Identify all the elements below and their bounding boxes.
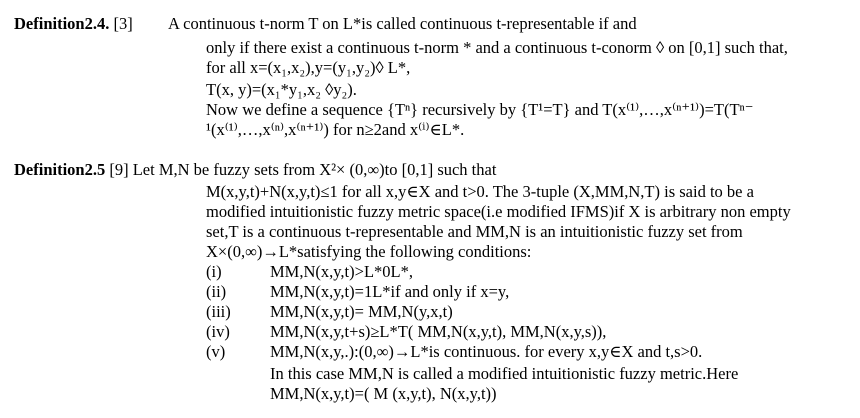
condition-i-number: (i) <box>206 262 222 281</box>
condition-iv-text: MM,N(x,y,t+s)≥L*T( MM,N(x,y,t), MM,N(x,y,s)), <box>270 322 607 341</box>
definition-2-4-heading: Definition2.4. <box>14 14 110 33</box>
condition-iii-number: (iii) <box>206 302 231 321</box>
definition-2-5-heading-line <box>14 160 496 180</box>
definition-2-4-line-5: Now we define a sequence {Tⁿ} recursively by {T¹=T} and T(x⁽¹⁾,…,x⁽ⁿ⁺¹⁾)=T(Tⁿ⁻ <box>206 100 754 119</box>
definition-2-5-closing-1: In this case MM,N is called a modified intuitionistic fuzzy metric.Here <box>270 364 739 383</box>
definition-2-4-line-2: only if there exist a continuous t-norm * and a continuous t-conorm ◊ on [0,1] such that, <box>206 38 788 57</box>
definition-2-4-citation: [3] <box>109 14 133 33</box>
definition-2-5-intro: [9] Let M,N be fuzzy sets from X²× (0,∞)to [0,1] such that <box>105 160 497 179</box>
definition-2-5-closing-2: MM,N(x,y,t)=( M (x,y,t), N(x,y,t)) <box>270 384 497 403</box>
definition-2-5-line-3: modified intuitionistic fuzzy metric space(i.e modified IFMS)if X is arbitrary non empty <box>206 202 791 221</box>
definition-2-5-heading: Definition2.5 <box>14 160 106 179</box>
definition-2-4-line-6: ¹(x⁽¹⁾,…,x⁽ⁿ⁾,x⁽ⁿ⁺¹⁾) for n≥2and x⁽ⁱ⁾∈L*. <box>206 120 465 139</box>
definition-2-4-line-1: A continuous t-norm T on L*is called continuous t-representable if and <box>168 14 637 33</box>
condition-ii-number: (ii) <box>206 282 227 301</box>
definition-2-5-line-2: M(x,y,t)+N(x,y,t)≤1 for all x,y∈X and t>0. The 3-tuple (X,MM,N,T) is said to be a <box>206 182 754 201</box>
definition-2-4-heading-line <box>14 14 133 34</box>
definition-2-5-line-5: X×(0,∞)→L*satisfying the following conditions: <box>206 242 532 261</box>
condition-v-text: MM,N(x,y,.):(0,∞)→L*is continuous. for every x,y∈X and t,s>0. <box>270 342 703 361</box>
condition-ii-text: MM,N(x,y,t)=1L*if and only if x=y, <box>270 282 510 301</box>
condition-iii-text: MM,N(x,y,t)= MM,N(y,x,t) <box>270 302 453 321</box>
condition-v-number: (v) <box>206 342 226 361</box>
definition-2-5-line-4: set,T is a continuous t-representable and MM,N is an intuitionistic fuzzy set from <box>206 222 743 241</box>
definition-2-4-line-3: for all x=(x₁,x₂),y=(y₁,y₂)◊ L*, <box>206 58 411 77</box>
condition-i-text: MM,N(x,y,t)>L*0L*, <box>270 262 413 281</box>
definition-2-4-line-4: T(x, y)=(x₁*y₁,x₂ ◊y₂). <box>206 80 357 99</box>
condition-iv-number: (iv) <box>206 322 230 341</box>
